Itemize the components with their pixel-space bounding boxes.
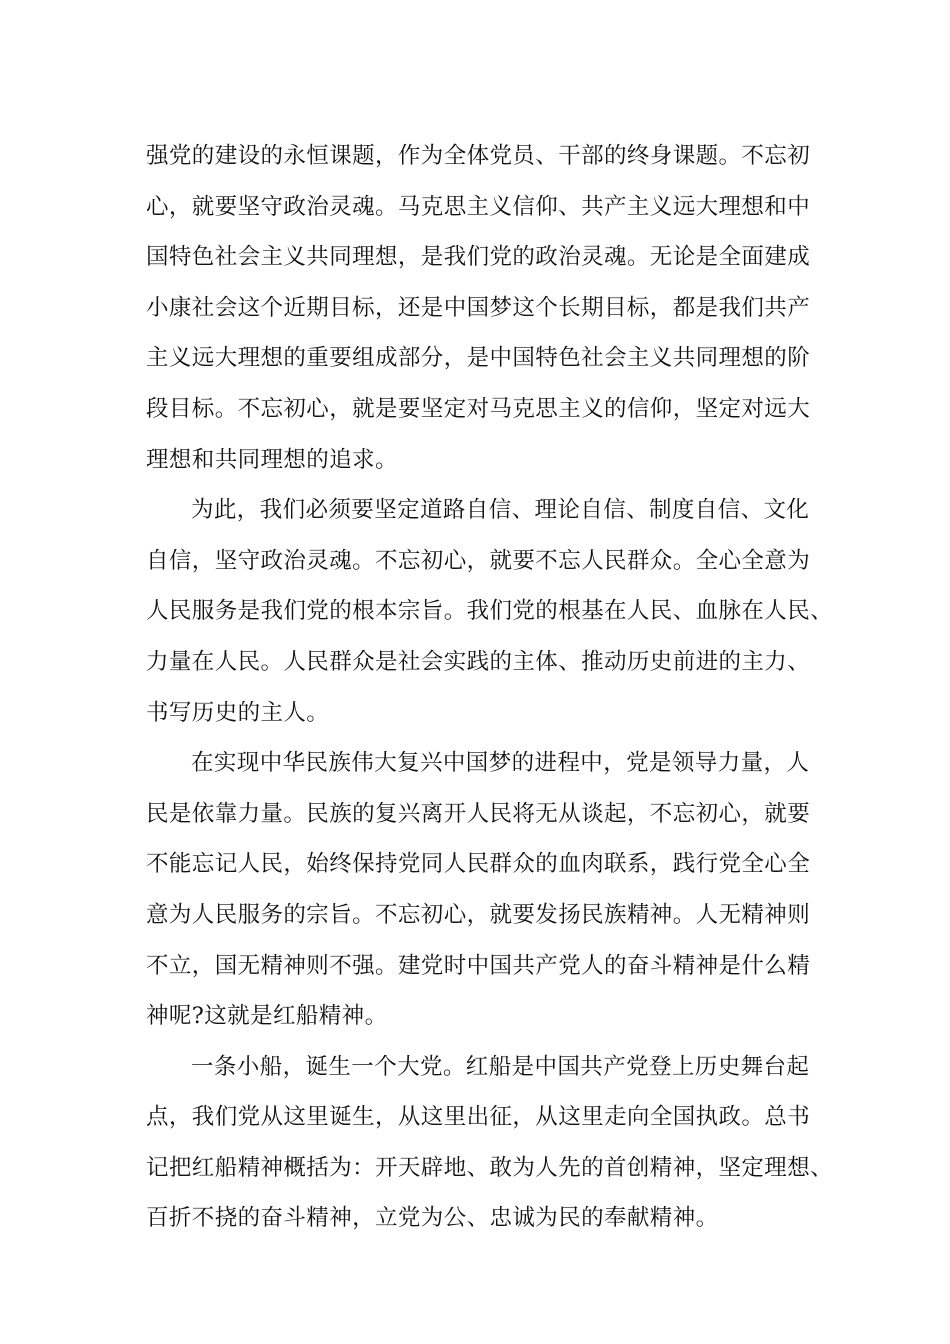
paragraph-first-line: 一条小船，诞生一个大党。红船是中国共产党登上历史舞台起 [191,1053,810,1080]
text-line: 心，就要坚守政治灵魂。马克思主义信仰、共产主义远大理想和中 [146,193,811,220]
text-line: 书写历史的主人。 [146,699,330,726]
text-line: 主义远大理想的重要组成部分，是中国特色社会主义共同理想的阶 [146,345,811,372]
text-line: 理想和共同理想的追求。 [146,446,398,473]
text-line: 记把红船精神概括为：开天辟地、敢为人先的首创精神，坚定理想、 [146,1154,834,1181]
text-line: 小康社会这个近期目标，还是中国梦这个长期目标，都是我们共产 [146,294,811,321]
text-line: 国特色社会主义共同理想，是我们党的政治灵魂。无论是全面建成 [146,244,811,271]
text-line: 百折不挠的奋斗精神，立党为公、忠诚为民的奉献精神。 [146,1205,719,1232]
text-line: 神呢?这就是红船精神。 [146,1003,388,1030]
text-line: 力量在人民。人民群众是社会实践的主体、推动历史前进的主力、 [146,648,811,675]
text-line: 民是依靠力量。民族的复兴离开人民将无从谈起，不忘初心，就要 [146,800,811,827]
paragraph-first-line: 在实现中华民族伟大复兴中国梦的进程中，党是领导力量，人 [191,750,810,777]
text-line: 意为人民服务的宗旨。不忘初心，就要发扬民族精神。人无精神则 [146,901,811,928]
paragraph-first-line: 为此，我们必须要坚定道路自信、理论自信、制度自信、文化 [191,497,810,524]
text-line: 不能忘记人民，始终保持党同人民群众的血肉联系，践行党全心全 [146,851,811,878]
text-line: 点，我们党从这里诞生，从这里出征，从这里走向全国执政。总书 [146,1104,811,1131]
text-line: 强党的建设的永恒课题，作为全体党员、干部的终身课题。不忘初 [146,143,811,169]
text-line: 人民服务是我们党的根本宗旨。我们党的根基在人民、血脉在人民、 [146,598,834,625]
text-line: 自信，坚守政治灵魂。不忘初心，就要不忘人民群众。全心全意为 [146,547,811,574]
text-line: 段目标。不忘初心，就是要坚定对马克思主义的信仰，坚定对远大 [146,395,811,422]
text-line: 不立，国无精神则不强。建党时中国共产党人的奋斗精神是什么精 [146,952,811,979]
document-body [146,131,836,1244]
